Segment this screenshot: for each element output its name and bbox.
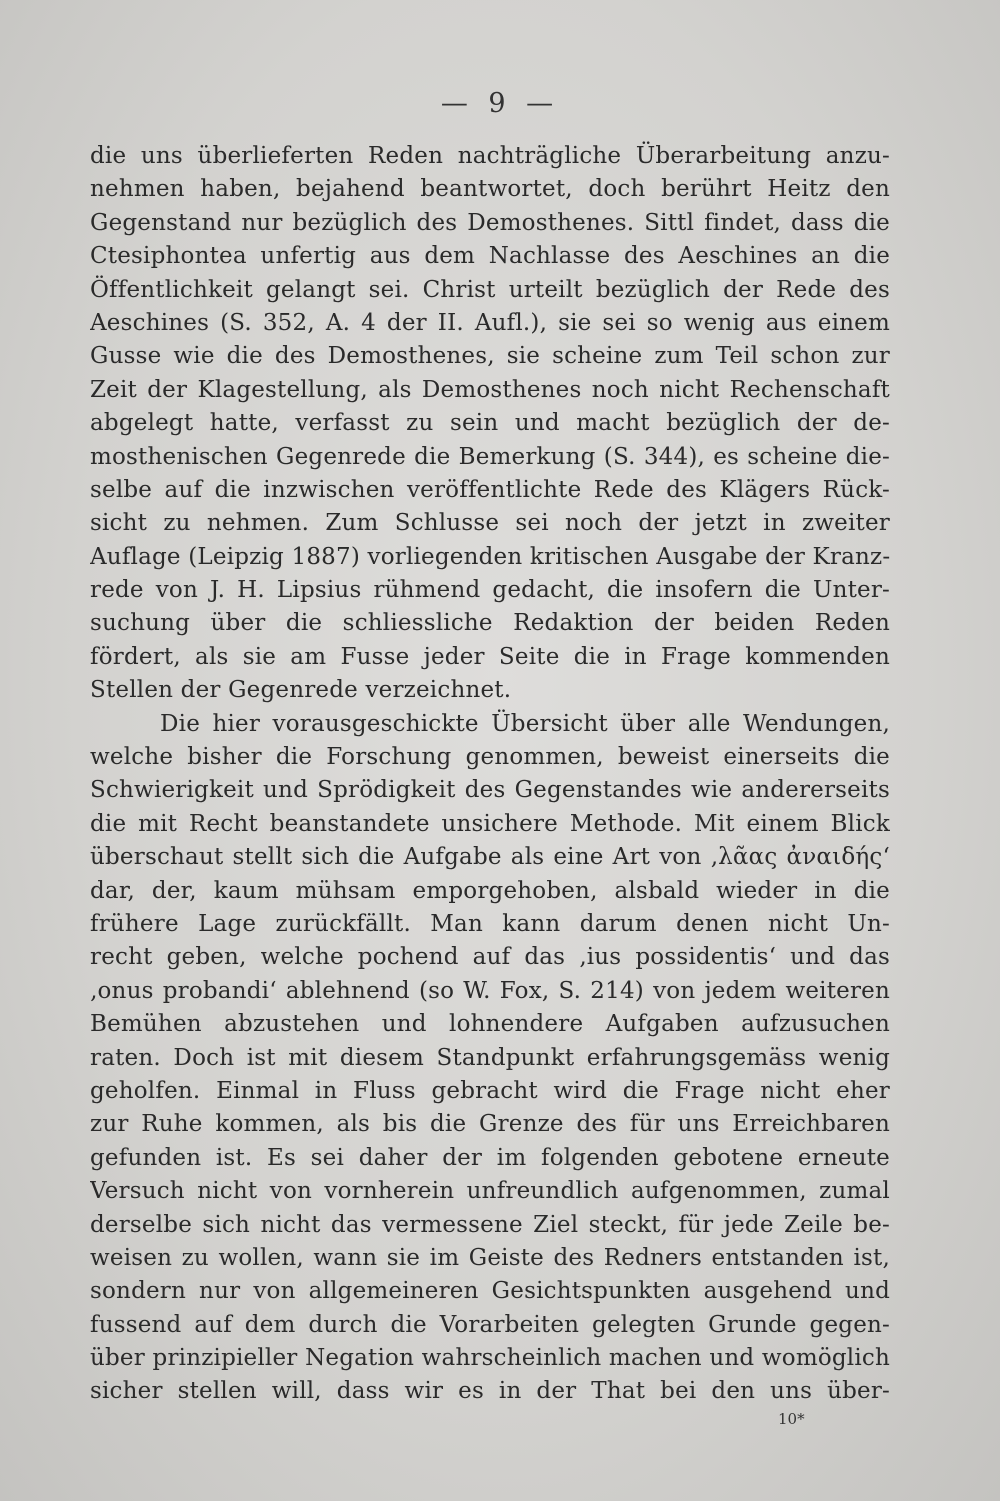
paragraph-start-line: Die hier vorausgeschickte Übersicht über alle Wendungen, [160,710,890,737]
text-line: rede von J. H. Lipsius rühmend gedacht, die insofern die Unter- [90,577,890,604]
text-line: Versuch nicht von vornherein unfreundlich aufgenommen, zumal [90,1178,890,1205]
text-line: Aeschines (S. 352, A. 4 der II. Aufl.), sie sei so wenig aus einem [90,309,890,336]
text-line: überschaut stellt sich die Aufgabe als eine Art von ‚λᾶας ἀναιδής‘ [90,844,890,871]
text-line: die mit Recht beanstandete unsichere Methode. Mit einem Blick [90,810,890,837]
text-line: Gusse wie die des Demosthenes, sie scheine zum Teil schon zur [90,343,890,370]
text-line: selbe auf die inzwischen veröffentlichte Rede des Klägers Rück- [90,476,890,503]
text-line: sicher stellen will, dass wir es in der That bei den uns über- [90,1378,890,1405]
text-line: Bemühen abzustehen und lohnendere Aufgaben aufzusuchen [90,1011,890,1038]
text-line: fördert, als sie am Fusse jeder Seite die in Frage kommenden [90,643,890,670]
text-line: über prinzipieller Negation wahrscheinlich machen und womöglich [90,1345,890,1372]
body-text [90,140,890,1409]
text-line: raten. Doch ist mit diesem Standpunkt erfahrungsgemäss wenig [90,1044,890,1071]
text-line: Gegenstand nur bezüglich des Demosthenes. Sittl findet, dass die [90,209,890,236]
text-line: Ctesiphontea unfertig aus dem Nachlasse des Aeschines an die [90,243,890,270]
text-line: welche bisher die Forschung genommen, beweist einerseits die [90,744,890,771]
text-line: mosthenischen Gegenrede die Bemerkung (S. 344), es scheine die- [90,443,890,470]
signature-mark: 10* [778,1410,805,1428]
text-line: Schwierigkeit und Sprödigkeit des Gegenstandes wie andererseits [90,777,890,804]
text-line: nehmen haben, bejahend beantwortet, doch berührt Heitz den [90,176,890,203]
page-number: — 9 — [440,88,560,119]
text-line: gefunden ist. Es sei daher der im folgenden gebotene erneute [90,1144,890,1171]
text-line: zur Ruhe kommen, als bis die Grenze des für uns Erreichbaren [90,1111,890,1138]
text-line: derselbe sich nicht das vermessene Ziel steckt, für jede Zeile be- [90,1211,890,1238]
text-line: abgelegt hatte, verfasst zu sein und macht bezüglich der de- [90,410,890,437]
text-line: frühere Lage zurückfällt. Man kann darum denen nicht Un- [90,910,890,937]
text-line: geholfen. Einmal in Fluss gebracht wird die Frage nicht eher [90,1077,890,1104]
text-line: Öffentlichkeit gelangt sei. Christ urteilt bezüglich der Rede des [90,276,890,303]
paragraph-end-line: Stellen der Gegenrede verzeichnet. [90,677,512,704]
text-line: die uns überlieferten Reden nachträgliche Überarbeitung anzu- [90,143,890,169]
text-line: sicht zu nehmen. Zum Schlusse sei noch der jetzt in zweiter [90,510,890,537]
text-line: fussend auf dem durch die Vorarbeiten gelegten Grunde gegen- [90,1311,890,1338]
text-line: recht geben, welche pochend auf das ‚ius possidentis‘ und das [90,944,890,971]
text-line: ‚onus probandi‘ ablehnend (so W. Fox, S. 214) von jedem weiteren [90,977,890,1004]
text-line: suchung über die schliessliche Redaktion der beiden Reden [90,610,890,637]
text-line: Zeit der Klagestellung, als Demosthenes noch nicht Rechenschaft [90,376,890,403]
text-line: sondern nur von allgemeineren Gesichtspunkten ausgehend und [90,1278,890,1305]
text-line: Auflage (Leipzig 1887) vorliegenden kritischen Ausgabe der Kranz- [90,543,890,570]
text-line: dar, der, kaum mühsam emporgehoben, alsbald wieder in die [90,877,890,904]
text-line: weisen zu wollen, wann sie im Geiste des Redners entstanden ist, [90,1244,890,1271]
